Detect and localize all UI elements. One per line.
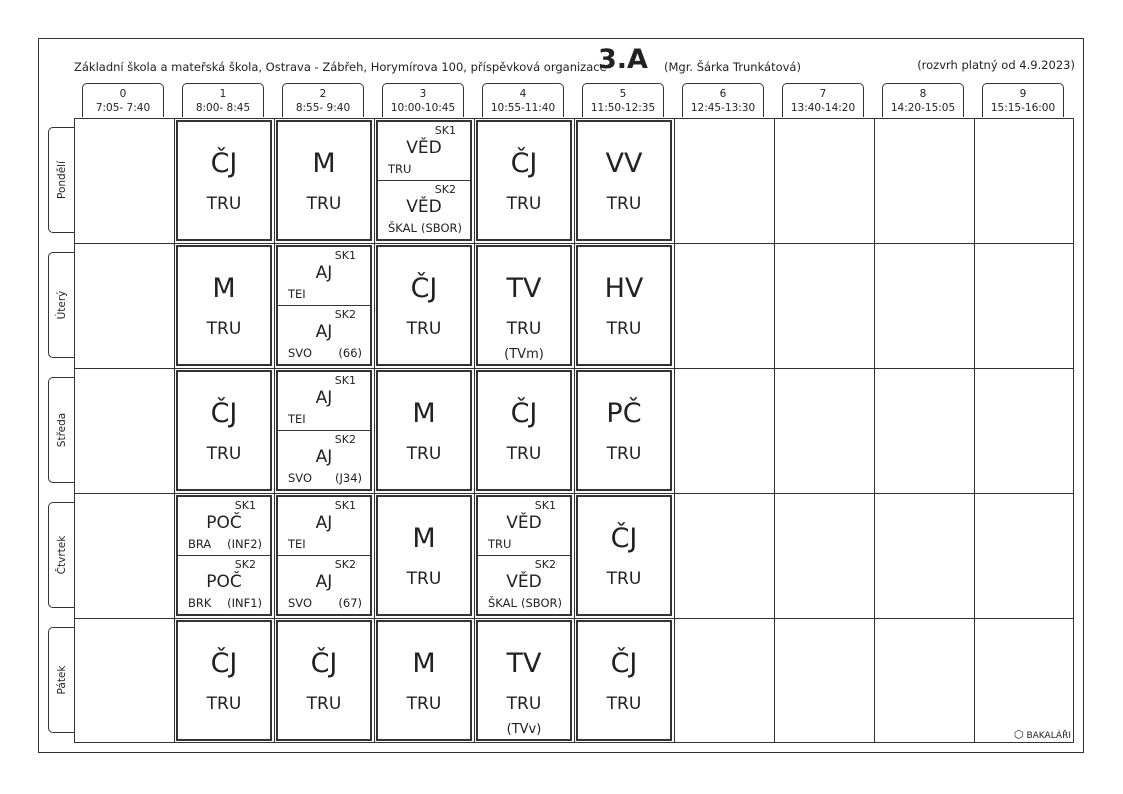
subject: M [412,398,436,429]
teacher: TRU [606,194,642,214]
day-name: Pátek [55,665,68,695]
grid-vline [274,119,275,742]
lesson-cell[interactable] [176,495,272,616]
lesson-cell[interactable] [476,495,572,616]
teacher: TRU [606,444,642,464]
period-header-4 [482,83,564,117]
lesson-cell[interactable] [176,120,272,241]
grid-hline [75,243,1073,244]
group-label: SK1 [434,124,456,137]
lesson-cell[interactable] [376,495,472,616]
period-header-7 [782,83,864,117]
day-name: Středa [55,412,68,448]
teacher: TEI [288,536,306,551]
subject: AJ [315,513,333,533]
timetable-grid [74,118,1074,743]
period-number: 5 [619,88,627,100]
subject: M [312,148,336,179]
hexagon-icon: ⬡ [1013,728,1024,741]
room: (TVm) [504,347,544,362]
lesson-cell[interactable] [576,495,672,616]
grid-hline [75,618,1073,619]
grid-hline [75,493,1073,494]
lesson-group [278,556,370,615]
room: (66) [338,346,362,360]
period-header-9 [982,83,1064,117]
period-time: 10:00-10:45 [390,102,456,114]
group-label: SK2 [334,307,356,321]
lesson-cell[interactable] [476,620,572,741]
subject: VĚD [406,138,442,158]
lesson-group [278,247,370,306]
room: (J34) [335,471,362,485]
subject: VĚD [506,513,542,533]
teacher: TRU [506,319,542,339]
period-number: 9 [1019,88,1027,100]
lesson-cell[interactable] [276,620,372,741]
lesson-group [478,556,570,615]
subject: M [412,523,436,554]
day-name: Čtvrtek [55,535,68,575]
lesson-cell[interactable] [376,120,472,241]
period-number: 3 [419,88,427,100]
subject: TV [506,273,542,304]
teacher: TRU [306,194,342,214]
subject: ČJ [610,523,638,554]
period-time: 8:55- 9:40 [295,102,351,114]
subject: ČJ [310,648,338,679]
subject: PČ [606,398,642,429]
period-header-0 [82,83,164,117]
lesson-cell[interactable] [476,120,572,241]
period-time: 12:45-13:30 [690,102,756,114]
teacher: SVO [288,471,313,485]
period-header-2 [282,83,364,117]
teacher: SVO [288,346,313,360]
period-header-1 [182,83,264,117]
period-number: 7 [819,88,827,100]
lesson-cell[interactable] [376,620,472,741]
grid-hline [75,368,1073,369]
day-name: Pondělí [55,161,68,199]
lesson-group [278,497,370,556]
day-label-4 [48,627,74,733]
lesson-group [178,556,270,615]
teacher: TRU [406,694,442,714]
room: (TVv) [506,722,542,737]
subject: AJ [315,571,333,592]
period-time: 13:40-14:20 [790,102,856,114]
period-number: 2 [319,88,327,100]
period-time: 15:15-16:00 [990,102,1056,114]
period-time: 10:55-11:40 [490,102,556,114]
teacher: TRU [206,694,242,714]
lesson-cell[interactable] [276,495,372,616]
lesson-cell[interactable] [376,245,472,366]
subject: ČJ [210,148,238,179]
subject: ČJ [210,398,238,429]
teacher: TRU [406,444,442,464]
subject: POČ [206,513,242,533]
room: (SBOR) [420,221,462,235]
lesson-cell[interactable] [576,120,672,241]
grid-vline [474,119,475,742]
room: (67) [338,596,362,610]
lesson-group [378,181,470,240]
period-number: 6 [719,88,727,100]
lesson-cell[interactable] [176,620,272,741]
teacher: BRK [188,596,212,610]
subject: HV [604,273,644,304]
group-label: SK1 [334,374,356,387]
teacher: TRU [506,194,542,214]
period-header-5 [582,83,664,117]
teacher: TRU [506,444,542,464]
teacher: TRU [206,319,242,339]
subject: ČJ [210,648,238,679]
lesson-group [278,431,370,490]
lesson-cell[interactable] [376,370,472,491]
lesson-cell[interactable] [576,370,672,491]
lesson-group [478,497,570,556]
teacher: TRU [488,536,512,551]
grid-vline [874,119,875,742]
lesson-cell[interactable] [176,370,272,491]
period-time: 8:00- 8:45 [195,102,251,114]
subject: TV [506,648,542,679]
group-label: SK1 [334,249,356,262]
day-name: Úterý [55,290,68,320]
lesson-cell[interactable] [476,245,572,366]
teacher: TRU [506,694,542,714]
subject: ČJ [510,148,538,179]
subject: AJ [315,321,333,342]
room: (SBOR) [520,596,562,610]
teacher: TRU [606,319,642,339]
teacher: TEI [288,411,306,426]
group-label: SK2 [334,432,356,446]
period-time: 11:50-12:35 [590,102,656,114]
lesson-cell[interactable] [276,120,372,241]
room: (INF2) [227,536,262,551]
teacher: SVO [288,596,313,610]
subject: ČJ [610,648,638,679]
day-label-2 [48,377,74,483]
grid-vline [174,119,175,742]
subject: VĚD [506,571,542,592]
class-name: 3.A [598,44,648,75]
group-label: SK2 [234,557,256,571]
grid-vline [374,119,375,742]
subject: AJ [315,388,333,408]
teacher: BRA [188,536,212,551]
subject: M [212,273,236,304]
lesson-cell[interactable] [476,370,572,491]
school-name: Základní škola a mateřská škola, Ostrava - Zábřeh, Horymírova 100, příspěvková organizace [74,60,607,74]
lesson-group [278,306,370,365]
subject: VĚD [406,196,442,217]
lesson-cell[interactable] [576,245,672,366]
group-label: SK2 [534,557,556,571]
lesson-cell[interactable] [276,245,372,366]
class-teacher: (Mgr. Šárka Trunkátová) [664,60,801,74]
group-label: SK1 [534,499,556,512]
teacher: TRU [606,694,642,714]
grid-vline [674,119,675,742]
validity-date: (rozvrh platný od 4.9.2023) [917,58,1075,72]
period-header-3 [382,83,464,117]
grid-vline [774,119,775,742]
period-number: 0 [119,88,127,100]
teacher: TRU [206,194,242,214]
lesson-cell[interactable] [276,370,372,491]
subject: AJ [315,263,333,283]
lesson-cell[interactable] [176,245,272,366]
group-label: SK1 [334,499,356,512]
logo-text: BAKALÁŘI [1026,731,1071,741]
period-number: 8 [919,88,927,100]
teacher: TRU [388,161,412,176]
lesson-group [278,372,370,431]
period-header-6 [682,83,764,117]
subject: ČJ [410,273,438,304]
subject: ČJ [510,398,538,429]
subject: VV [605,148,643,179]
teacher: TRU [406,569,442,589]
period-time: 14:20-15:05 [890,102,956,114]
group-label: SK2 [434,182,456,196]
group-label: SK1 [234,499,256,512]
grid-vline [974,119,975,742]
teacher: ŠKAL [388,221,417,235]
period-number: 1 [219,88,227,100]
period-time: 7:05- 7:40 [95,102,151,114]
teacher: TRU [606,569,642,589]
subject: AJ [315,446,333,467]
day-label-1 [48,252,74,358]
teacher: TEI [288,286,306,301]
period-number: 4 [519,88,527,100]
subject: M [412,648,436,679]
lesson-group [378,122,470,181]
teacher: TRU [206,444,242,464]
subject: POČ [206,571,242,592]
teacher: TRU [306,694,342,714]
grid-vline [574,119,575,742]
teacher: ŠKAL [488,596,517,610]
period-header-8 [882,83,964,117]
bakalari-logo [1014,728,1071,741]
teacher: TRU [406,319,442,339]
lesson-cell[interactable] [576,620,672,741]
group-label: SK2 [334,557,356,571]
day-label-0 [48,127,74,233]
lesson-group [178,497,270,556]
room: (INF1) [227,596,262,610]
day-label-3 [48,502,74,608]
